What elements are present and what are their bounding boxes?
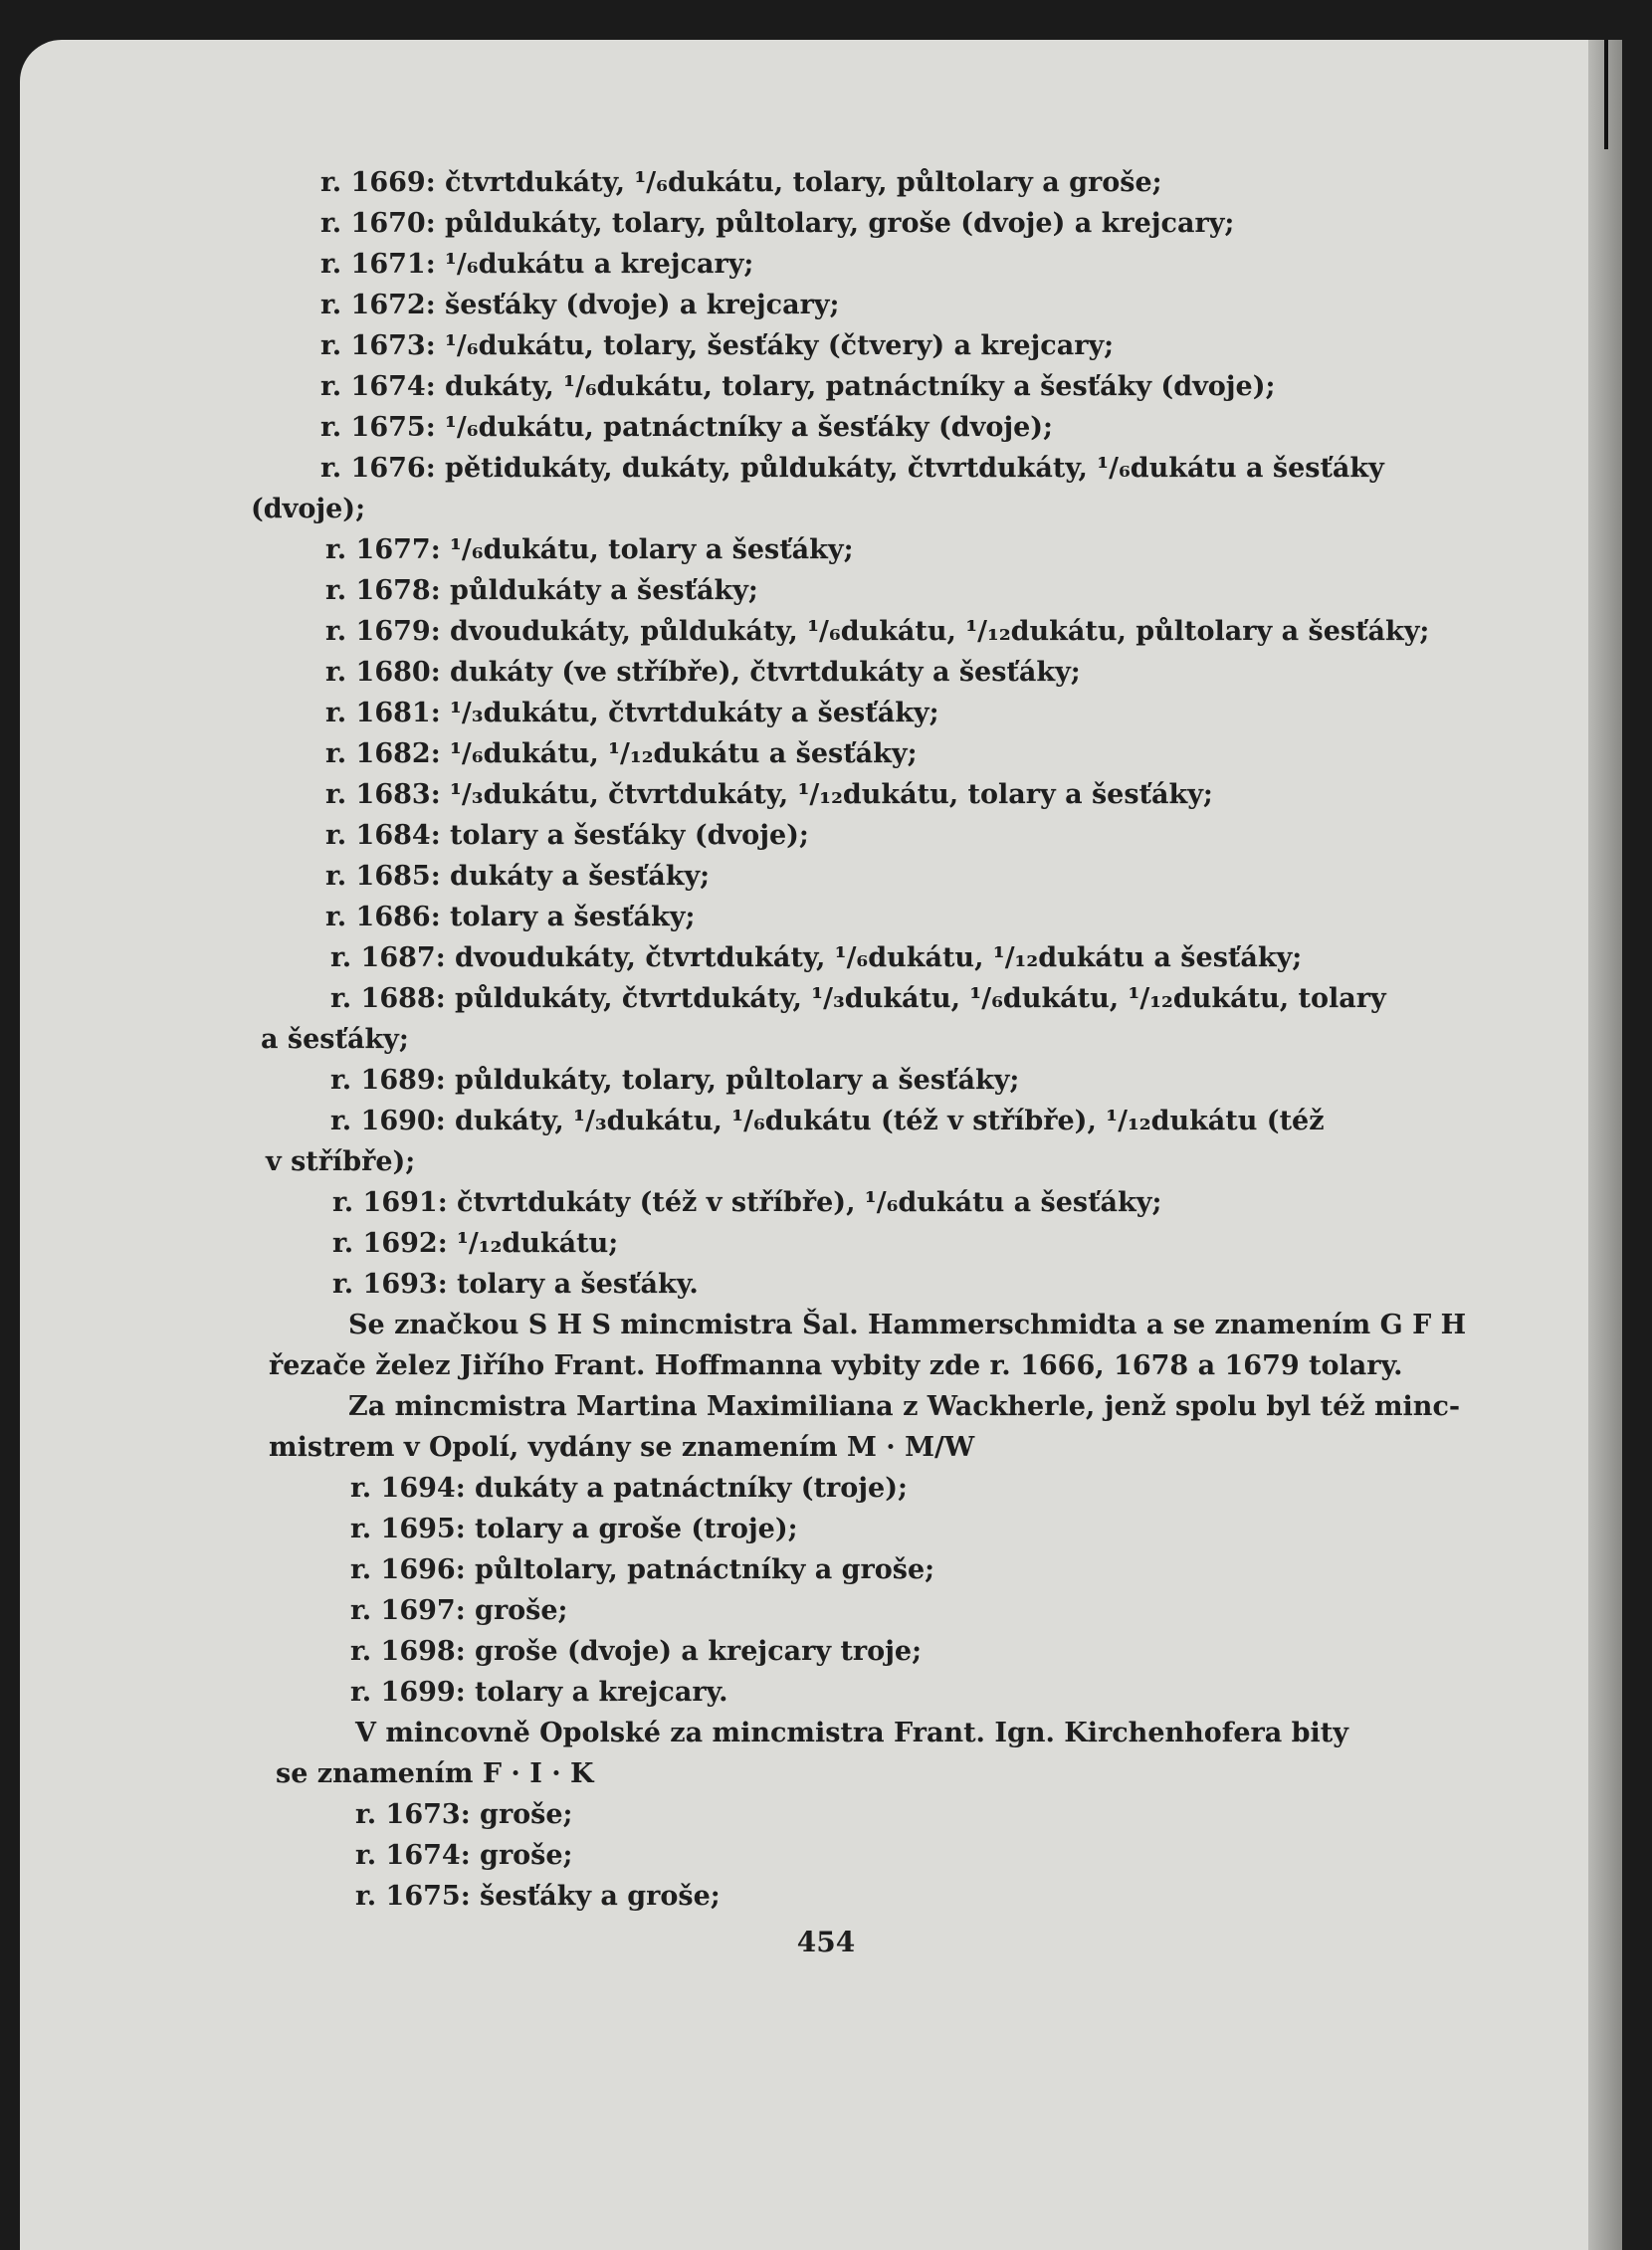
text-line: r. 1697: groše; bbox=[350, 1595, 568, 1626]
text-line: r. 1669: čtvrtdukáty, ¹/₆dukátu, tolary, půltolary a groše; bbox=[320, 167, 1162, 198]
text-line: r. 1694: dukáty a patnáctníky (troje); bbox=[350, 1473, 908, 1504]
text-line: r. 1695: tolary a groše (troje); bbox=[350, 1514, 798, 1544]
text-line: r. 1693: tolary a šesťáky. bbox=[332, 1269, 699, 1300]
text-line: a šesťáky; bbox=[261, 1024, 409, 1055]
text-line: (dvoje); bbox=[251, 494, 366, 524]
text-line: řezače želez Jiřího Frant. Hoffmanna vybity zde r. 1666, 1678 a 1679 tolary. bbox=[269, 1350, 1403, 1381]
text-line: r. 1685: dukáty a šesťáky; bbox=[325, 861, 711, 892]
text-line: r. 1676: pětidukáty, dukáty, půldukáty, čtvrtdukáty, ¹/₆dukátu a šesťáky bbox=[320, 453, 1384, 484]
text-line: r. 1686: tolary a šesťáky; bbox=[325, 902, 696, 932]
text-line: se znamením F · I · K bbox=[276, 1758, 594, 1789]
text-line: r. 1692: ¹/₁₂dukátu; bbox=[332, 1228, 619, 1259]
text-line: r. 1699: tolary a krejcary. bbox=[350, 1677, 728, 1708]
text-line: r. 1690: dukáty, ¹/₃dukátu, ¹/₆dukátu (též v stříbře), ¹/₁₂dukátu (též bbox=[330, 1106, 1325, 1136]
text-line: V mincovně Opolské za mincmistra Frant. Ign. Kirchenhofera bity bbox=[355, 1718, 1348, 1748]
text-line: r. 1674: dukáty, ¹/₆dukátu, tolary, patnáctníky a šesťáky (dvoje); bbox=[320, 371, 1276, 402]
text-line: r. 1691: čtvrtdukáty (též v stříbře), ¹/₆dukátu a šesťáky; bbox=[332, 1187, 1162, 1218]
text-line: r. 1675: ¹/₆dukátu, patnáctníky a šesťáky (dvoje); bbox=[320, 412, 1054, 443]
text-line: Za mincmistra Martina Maximiliana z Wackherle, jenž spolu byl též minc- bbox=[348, 1391, 1461, 1422]
text-line: r. 1689: půldukáty, tolary, půltolary a šesťáky; bbox=[330, 1065, 1020, 1096]
text-line: r. 1682: ¹/₆dukátu, ¹/₁₂dukátu a šesťáky; bbox=[325, 738, 918, 769]
text-line: mistrem v Opolí, vydány se znamením M · M/W bbox=[269, 1432, 975, 1463]
text-line: r. 1696: půltolary, patnáctníky a groše; bbox=[350, 1554, 935, 1585]
text-line: r. 1688: půldukáty, čtvrtdukáty, ¹/₃dukátu, ¹/₆dukátu, ¹/₁₂dukátu, tolary bbox=[330, 983, 1386, 1014]
text-line: r. 1683: ¹/₃dukátu, čtvrtdukáty, ¹/₁₂dukátu, tolary a šesťáky; bbox=[325, 779, 1213, 810]
text-line: Se značkou S H S mincmistra Šal. Hammerschmidta a se znamením G F H bbox=[348, 1310, 1467, 1340]
text-line: r. 1673: ¹/₆dukátu, tolary, šesťáky (čtvery) a krejcary; bbox=[320, 330, 1115, 361]
text-line: v stříbře); bbox=[266, 1146, 416, 1177]
text-line: r. 1672: šesťáky (dvoje) a krejcary; bbox=[320, 290, 840, 320]
text-line: r. 1674: groše; bbox=[355, 1840, 573, 1871]
text-line: r. 1673: groše; bbox=[355, 1799, 573, 1830]
text-line: r. 1677: ¹/₆dukátu, tolary a šesťáky; bbox=[325, 534, 854, 565]
binding-line bbox=[1604, 40, 1608, 149]
text-line: r. 1687: dvoudukáty, čtvrtdukáty, ¹/₆dukátu, ¹/₁₂dukátu a šesťáky; bbox=[330, 942, 1303, 973]
text-line: r. 1680: dukáty (ve stříbře), čtvrtdukáty a šesťáky; bbox=[325, 657, 1081, 688]
text-line: r. 1681: ¹/₃dukátu, čtvrtdukáty a šesťáky; bbox=[325, 698, 939, 728]
text-line: r. 1684: tolary a šesťáky (dvoje); bbox=[325, 820, 809, 851]
text-line: r. 1678: půldukáty a šesťáky; bbox=[325, 575, 758, 606]
text-line: r. 1698: groše (dvoje) a krejcary troje; bbox=[350, 1636, 923, 1667]
text-line: r. 1670: půldukáty, tolary, půltolary, groše (dvoje) a krejcary; bbox=[320, 208, 1235, 239]
text-line: r. 1675: šesťáky a groše; bbox=[355, 1881, 721, 1912]
text-line: r. 1679: dvoudukáty, půldukáty, ¹/₆dukátu, ¹/₁₂dukátu, půltolary a šesťáky; bbox=[325, 616, 1430, 647]
page-edge bbox=[1588, 40, 1622, 2250]
page-number: 454 bbox=[796, 1926, 856, 1958]
text-line: r. 1671: ¹/₆dukátu a krejcary; bbox=[320, 249, 754, 280]
